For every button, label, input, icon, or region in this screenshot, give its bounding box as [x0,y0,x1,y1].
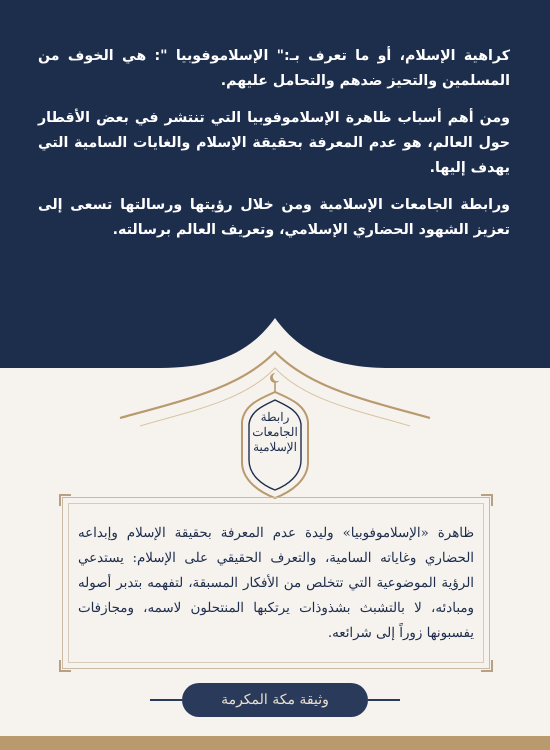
frame-corner [481,494,493,506]
intro-text [38,44,510,255]
frame-corner [59,494,71,506]
frame-corner [59,660,71,672]
logo-text: رابطة الجامعات الإسلامية [252,410,298,454]
intro-paragraph-3: ورابطة الجامعات الإسلامية ومن خلال رؤيتها ورسالتها تسعى إلى تعزيز الشهود الحضاري الإسلامي، وتعريف العالم برسالته. [38,197,510,238]
badge-line [150,699,182,701]
intro-paragraph-2: ومن أهم أسباب ظاهرة الإسلاموفوبيا التي تنتشر في بعض الأقطار حول العالم، هو عدم المعرفة بحقيقة الإسلام والغايات السامية التي يهدف إليها. [38,110,510,176]
frame-corner [481,660,493,672]
makkah-document-badge [182,683,368,717]
footer-bar [0,736,550,750]
badge-line [368,699,400,701]
badge-label: وثيقة مكة المكرمة [221,692,329,708]
intro-paragraph-1: كراهية الإسلام، أو ما تعرف بـ:" الإسلاموفوبيا ": هي الخوف من المسلمين والتحيز ضدهم والتحامل عليهم. [38,48,510,89]
quote-text: ظاهرة «الإسلاموفوبيا» وليدة عدم المعرفة بحقيقة الإسلام وإبداعه الحضاري وغاياته السامية، والتعرف الحقيقي على الإسلام: يستدعي الرؤية الموضوعية التي تتخلص من الأفكار المسبقة، لتفهمه بتدبر أصوله ومبادئه، لا بالتشبث بشذوذات يرتكبها المنتحلون لاسمه، ومجازفات يفسبونها زوراً إلى شرائعه. [78,526,474,641]
